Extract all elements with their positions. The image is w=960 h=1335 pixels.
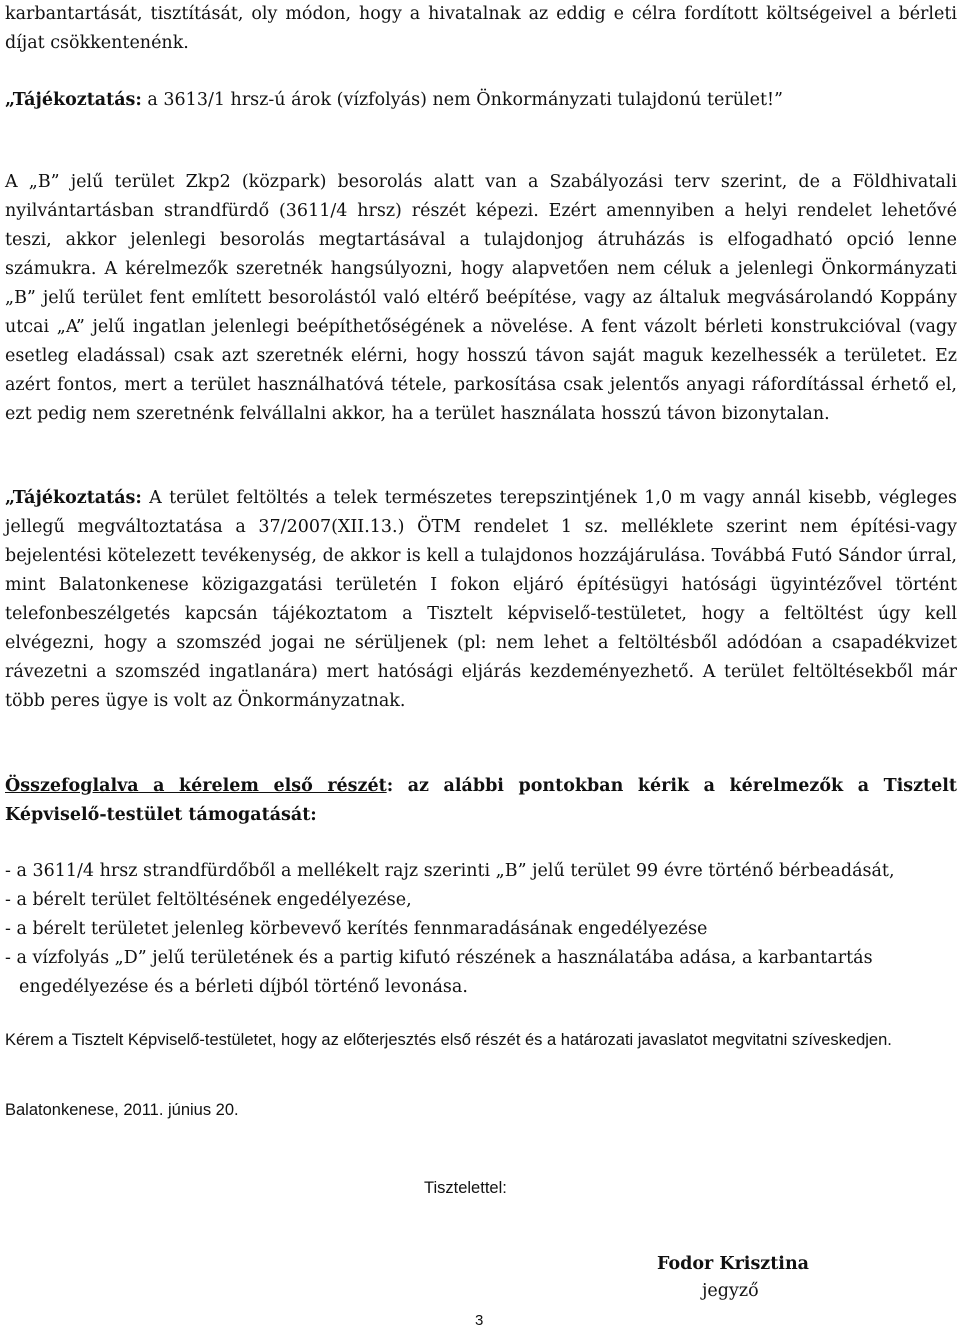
list-item: - a bérelt terület feltöltésének engedélyezése,: [5, 890, 412, 910]
page-number: 3: [475, 1312, 484, 1329]
signer-name: Fodor Krisztina: [657, 1254, 810, 1274]
request-text: Kérem a Tisztelt Képviselő-testületet, hogy az előterjesztés első részét és a határozati javaslatot megvitatni szíveskedjen.: [5, 1031, 892, 1049]
date-text: Balatonkenese, 2011. június 20.: [5, 1101, 239, 1119]
list-item: - a bérelt területet jelenleg körbevevő kerítés fennmaradásának engedélyezése: [5, 919, 708, 939]
notice-label: „Tájékoztatás:: [5, 90, 142, 110]
list-item: - a vízfolyás „D” jelű területének és a partig kifutó részének a használatába adása, a karbantartás: [5, 948, 873, 968]
notice-label: „Tájékoztatás:: [5, 488, 142, 508]
paragraph-area-b: [5, 168, 957, 429]
list-item: engedélyezése és a bérleti díjból történő levonása.: [19, 977, 468, 997]
paragraph-text: A „B” jelű terület Zkp2 (közpark) besorolás alatt van a Szabályozási terv szerint, de a Földhivatali nyilvántartásban strandfürdő (3611/4 hrsz) részét képezi. Ezért amennyiben a helyi rendelet lehetővé teszi, akkor jelenlegi besorolás megtartásával a tulajdonjog átruházás is elfogadható opció lenne számukra. A kérelmezők szeretnék hangsúlyozni, hogy alapvetően nem céluk a jelenlegi Önkormányzati „B” jelű terület fent említett besorolástól való eltérő beépítése, vagy az általuk megvásárolandó Koppány utcai „A” jelű ingatlan jelenlegi beépíthetőségének a növelése. A fent vázolt bérleti konstrukcióval (vagy esetleg eladással) csak azt szeretnék elérni, hogy hosszú távon saját maguk kezelhessék a területet. Ez azért fontos, mert a terület használhatóvá tétele, parkosítása csak jelentős anyagi ráfordítással érhető el, ezt pedig nem szeretnénk felvállalni akkor, ha a terület használata hosszú távon bizonytalan.: [5, 172, 957, 424]
summary-underlined: Összefoglalva a kérelem első részét: [5, 776, 387, 796]
notice-filling: [5, 484, 957, 716]
list-item: - a 3611/4 hrsz strandfürdőből a mellékelt rajz szerinti „B” jelű terület 99 évre történő bérbeadását,: [5, 861, 895, 881]
signer-title: jegyző: [702, 1281, 759, 1301]
notice-text: a 3613/1 hrsz-ú árok (vízfolyás) nem Önkormányzati tulajdonú terület!”: [141, 90, 783, 110]
closing-request: [5, 1027, 937, 1054]
summary-rest: : az alábbi pontokban kérik a kérelmezők a Tisztelt Képviselő-testület támogatását:: [5, 776, 957, 825]
greeting: Tisztelettel:: [424, 1179, 507, 1197]
notice-text: A terület feltöltés a telek természetes terepszintjének 1,0 m vagy annál kisebb, végleges jellegű megváltoztatása a 37/2007(XII.13.) ÖTM rendelet 1 sz. melléklete szerint nem építési-vagy bejelentési kötelezett tevékenység, de akkor is kell a tulajdonos hozzájárulása. Továbbá Futó Sándor úrral, mint Balatonkenese közigazgatási területén I fokon eljáró építésügyi hatósági ügyintézővel történt telefonbeszélgetés kapcsán tájékoztatom a Tisztelt képviselő-testületet, hogy a feltöltést úgy kell elvégezni, hogy a szomszéd jogai ne sérüljenek (pl: nem lehet a feltöltésből adódóan a csapadékvizet rávezetni a szomszéd ingatlanára) mert hatósági eljárás kezdeményezhető. A terület feltöltésekből már több peres ügye is volt az Önkormányzatnak.: [5, 488, 957, 711]
paragraph-maintenance: [5, 0, 957, 58]
request-list: [5, 857, 957, 1002]
paragraph-text: karbantartását, tisztítását, oly módon, hogy a hivatalnak az eddig e célra fordított költségeivel a bérleti díjat csökkentenénk.: [5, 4, 957, 53]
date-line: [5, 1097, 957, 1124]
summary-heading: [5, 772, 957, 830]
notice-ditch: [5, 86, 957, 115]
